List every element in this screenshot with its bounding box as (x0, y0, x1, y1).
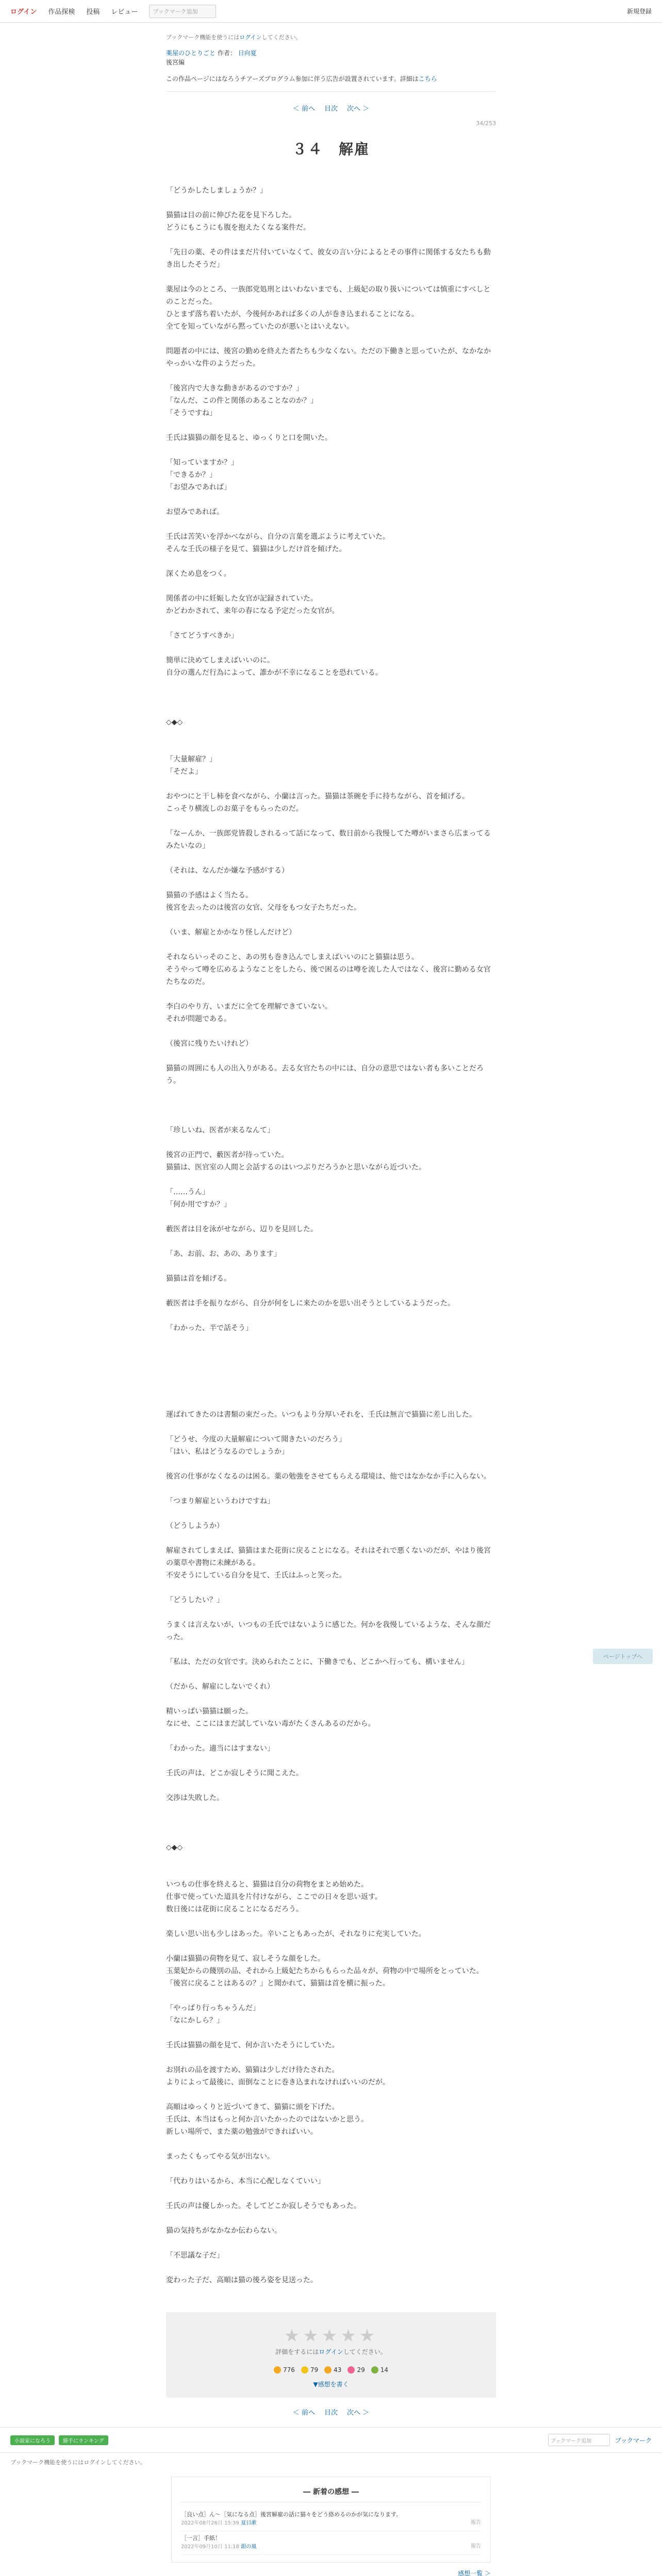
novel-paragraph: いつもの仕事を終えると、猫猫は自分の荷物をまとめ始めた。 (166, 1880, 368, 1889)
novel-meta (166, 48, 496, 67)
novel-paragraph (166, 1643, 496, 1656)
novel-paragraph: 「わかった。適当にはすまない」 (166, 1744, 274, 1753)
novel-paragraph (166, 877, 496, 889)
novel-paragraph: 「……うん」 (166, 1188, 209, 1196)
novel-paragraph (166, 2138, 496, 2150)
novel-paragraph: 「なんだ、この件と関係のあることなのか？」 (166, 397, 318, 405)
novel-paragraph (166, 1693, 496, 1705)
novel-paragraph: 後宮を去ったのは後宮の女官、父母をもつ女子たちだった。 (166, 904, 361, 912)
review-date: 2022年09月10日 11:18 (181, 2544, 239, 2550)
novel-paragraph (166, 1458, 496, 1470)
novel-paragraph (166, 1347, 496, 1359)
novel-paragraph (166, 1866, 496, 1878)
review-date: 2022年08月26日 15:39 (181, 2520, 239, 2526)
evaluation-note-suffix: してください。 (343, 2348, 387, 2355)
novel-paragraph (166, 1112, 496, 1124)
novel-paragraph: （後宮に残りたいけれど） (166, 1040, 253, 1048)
novel-paragraph (166, 1384, 496, 1396)
novel-paragraph: 壬氏の声は、どこか寂しそうに聞こえた。 (166, 1769, 303, 1777)
star-icon: ★ (359, 2326, 378, 2346)
novel-paragraph: 猫の気持ちがなかなか伝わらない。 (166, 2227, 282, 2235)
novel-paragraph: 藪医者は手を振りながら、自分が何をしに来たのかを思い出そうとしているようだった。 (166, 1299, 455, 1308)
review-user[interactable]: 夏目漱 (241, 2520, 257, 2526)
novel-paragraph (166, 1780, 496, 1792)
novel-paragraph (166, 1359, 496, 1371)
novel-paragraph (166, 1235, 496, 1248)
novel-paragraph: 「私は、ただの女官です。決められたことに、下働きでも、どこかへ行っても、構いません」 (166, 1658, 469, 1666)
reaction-precious[interactable] (347, 2366, 365, 2374)
evaluation-login-link[interactable]: ログイン (319, 2348, 343, 2355)
novel-paragraph (166, 1817, 496, 1829)
novel-paragraph (166, 1507, 496, 1520)
novel-paragraph (166, 1371, 496, 1384)
novel-paragraph: 深くため息をつく。 (166, 570, 231, 578)
novel-paragraph: 後宮の正門で、藪医者が待っていた。 (166, 1151, 289, 1159)
star-icon: ★ (284, 2326, 303, 2346)
novel-paragraph (166, 1174, 496, 1186)
novel-paragraph: 薬屋は今のところ、一族郎党処刑とはいわないまでも、上級妃の取り扱いについては慎重にすべしとのことだった。 (166, 285, 491, 306)
nav-review[interactable]: レビュー (111, 8, 138, 16)
novel-paragraph (166, 939, 496, 951)
smile-icon (301, 2366, 308, 2374)
toc-link[interactable]: 目次 (324, 105, 338, 113)
novel-paragraph: 問題者の中には、後宮の勤めを終えた者たちも少なくない。ただの下働きと思っていたが、なかなかやっかいな件のようだった。 (166, 347, 491, 368)
author-link[interactable]: 日向夏 (238, 49, 257, 57)
novel-paragraph (166, 1025, 496, 1038)
novel-paragraph (166, 518, 496, 531)
novel-paragraph: 自分の選んだ行為によって、誰かが不幸になることを恐れている。 (166, 669, 383, 677)
author-label: 作者： (217, 49, 236, 57)
evaluation-box (166, 2312, 496, 2398)
reaction-list (166, 2366, 496, 2374)
footer-tags (10, 2435, 108, 2445)
novel-paragraph: ひとまず落ち着いたが、今後何かあれば多くの人が巻き込まれることになる。 (166, 310, 419, 318)
page-top-button[interactable]: ページトップへ (593, 1649, 653, 1664)
novel-paragraph (166, 2052, 496, 2064)
bookmark-add-field[interactable]: ブックマーク追加 (149, 5, 216, 18)
novel-paragraph: 「知っていますか？」 (166, 459, 238, 467)
novel-paragraph (166, 642, 496, 654)
novel-paragraph (166, 555, 496, 568)
ad-notice-text: この作品ページにはなろうチアーズプログラム参加に伴う広告が設置されています。詳細は (166, 75, 419, 82)
novel-paragraph (166, 1050, 496, 1062)
novel-paragraph (166, 1260, 496, 1273)
novel-paragraph (166, 494, 496, 506)
novel-paragraph: 「つまり解雇というわけですね」 (166, 1497, 274, 1505)
review-user[interactable]: 銀の風 (241, 2544, 257, 2550)
novel-paragraph: うまくは言えないが、いつもの壬氏ではないように感じた。何かを我慢しているような、そんな顔だった。 (166, 1621, 491, 1641)
novel-paragraph: 数日後には花街に戻ることになるだろう。 (166, 1905, 303, 1913)
novel-paragraph (166, 444, 496, 456)
novel-paragraph (166, 2237, 496, 2249)
novel-paragraph (166, 1483, 496, 1495)
register-link[interactable]: 新規登録 (626, 8, 652, 15)
novel-paragraph: 後宮の仕事がなくなるのは困る。薬の勉強をさせてもらえる環境は、他ではなかなか手に入らない。 (166, 1472, 491, 1481)
bookmark-button[interactable]: ブックマーク (615, 2436, 652, 2444)
footer-bookmark (548, 2434, 652, 2446)
next-link[interactable]: 次へ ＞ (347, 105, 370, 113)
novel-paragraph: 「お望みであれば」 (166, 483, 231, 492)
reaction-count: 14 (380, 2366, 389, 2374)
novel-paragraph: 全てを知っていながら黙っていたのが悪いとはいえない。 (166, 323, 354, 331)
novel-paragraph (166, 2089, 496, 2101)
novel-paragraph: 「代わりはいるから、本当に心配しなくていい」 (166, 2177, 325, 2185)
reaction-thanks[interactable] (371, 2366, 388, 2374)
review-text: ［一言］手紙！ (181, 2535, 221, 2541)
novel-paragraph (166, 741, 496, 753)
novel-paragraph: 猫猫は目の前に伸びた花を見下ろした。 (166, 211, 296, 219)
novel-paragraph: 精いっぱい猫猫は願った。 (166, 1707, 253, 1716)
novel-paragraph: 簡単に決めてしまえばいいのに。 (166, 656, 274, 665)
recent-reviews (171, 2477, 491, 2563)
novel-paragraph (166, 679, 496, 691)
novel-paragraph (166, 1606, 496, 1619)
novel-paragraph: お望みであれば。 (166, 508, 224, 516)
nav-post[interactable]: 投稿 (86, 8, 100, 16)
reaction-like[interactable] (274, 2366, 295, 2374)
novel-paragraph (166, 271, 496, 283)
reaction-cute[interactable] (301, 2366, 318, 2374)
novel-paragraph: 壬氏は苦笑いを浮かべながら、自分の言葉を選ぶように考えていた。 (166, 533, 390, 541)
novel-paragraph: 猫猫の予感はよく当たる。 (166, 891, 253, 900)
novel-paragraph: （だから、解雇にしないでくれ） (166, 1683, 274, 1691)
novel-paragraph: 「できるか？」 (166, 471, 217, 479)
novel-paragraph: よりによって最後に、面倒なことに巻き込まれなければいいのだが。 (166, 2078, 390, 2087)
novel-paragraph: そうやって噂を広めるようなことをしたら、後で困るのは噂を流した人ではなく、後宮に勤める女官たちなのだ。 (166, 965, 491, 986)
novel-paragraph (166, 778, 496, 790)
novel-paragraph (166, 815, 496, 827)
novel-paragraph: 「そうですね」 (166, 409, 217, 417)
review-report[interactable]: 報告 (471, 2544, 481, 2549)
novel-paragraph (166, 704, 496, 716)
prev-link[interactable]: ＜ 前へ (292, 105, 315, 113)
novel-paragraph (166, 2188, 496, 2200)
novel-paragraph: 「不思議な子だ」 (166, 2251, 224, 2260)
novel-paragraph (166, 1211, 496, 1223)
evaluation-note-text: 評価をするには (275, 2348, 319, 2355)
novel-paragraph (166, 1755, 496, 1767)
next-link-bottom[interactable]: 次へ ＞ (347, 2409, 370, 2417)
novel-paragraph: （それは、なんだか嫌な予感がする） (166, 867, 289, 875)
novel-paragraph (166, 1334, 496, 1347)
novel-paragraph: 交渉は失敗した。 (166, 1794, 224, 1802)
ranking-tag[interactable]: 小説家になろう (10, 2435, 55, 2445)
bottom-pager (166, 2407, 496, 2417)
novel-paragraph: 壬氏は猫猫の顔を見て、何か言いたそうにしていた。 (166, 2041, 339, 2049)
novel-paragraph: まったくもってやる気が出ない。 (166, 2153, 274, 2161)
star-icon: ★ (321, 2326, 341, 2346)
nav-explore[interactable]: 作品探検 (48, 8, 75, 16)
novel-paragraph (166, 1582, 496, 1594)
novel-paragraph: 「後宮に戻ることはあるの？」と聞かれて、猫猫は首を横に振った。 (166, 1979, 390, 1988)
novel-paragraph: 猫猫は首を傾げる。 (166, 1275, 231, 1283)
novel-paragraph: 仕事で使っていた道具を片付けながら、ここでの日々を思い返す。 (166, 1893, 382, 1901)
novel-paragraph: 「先日の薬、その件はまだ片付いていなくて、彼女の言い分によるとその事件に関係する女たちも動き出したそうだ」 (166, 248, 491, 269)
novel-paragraph: 「どうしたい？」 (166, 1596, 224, 1604)
novel-paragraph: それならいっそのこと、あの男も巻き込んでしまえばいいのにと猫猫は思う。 (166, 953, 419, 961)
novel-paragraph: 壬氏の声は優しかった。そしてどこか寂しそうでもあった。 (166, 2202, 361, 2210)
novel-paragraph: 「やっぱり行っちゃうんだ」 (166, 2004, 260, 2012)
series-title-link[interactable]: 薬屋のひとりごと (166, 49, 216, 57)
review-item (181, 2531, 481, 2555)
novel-paragraph (166, 728, 496, 741)
novel-paragraph: 関係者の中に妊娠した女官が記録されていた。 (166, 595, 318, 603)
reaction-amazing[interactable] (324, 2366, 341, 2374)
novel-paragraph: かどわかされて、来年の春になる予定だった女官が。 (166, 607, 339, 615)
novel-paragraph (166, 1854, 496, 1866)
novel-paragraph (166, 1730, 496, 1742)
novel-paragraph: 楽しい思い出も少しはあった。辛いこともあったが、それなりに充実していた。 (166, 1930, 426, 1938)
novel-paragraph: 「後宮内で大きな動きがあるのですか？」 (166, 384, 303, 393)
novel-paragraph (166, 1137, 496, 1149)
novel-paragraph: 「あ、お前、お、あの、あります」 (166, 1250, 281, 1258)
bookmark-note-text: ブックマーク機能を使うには (166, 34, 240, 41)
ad-notice (166, 74, 496, 92)
novel-paragraph: なにせ、ここにはまだ試していない毒がたくさんあるのだから。 (166, 1720, 375, 1728)
top-pager (166, 103, 496, 113)
chapter-group: 後宮編 (166, 59, 185, 66)
novel-paragraph: ◇◆◇ (166, 1843, 183, 1852)
bookmark-note-suffix: してください。 (261, 34, 302, 41)
bookmark-note (166, 33, 496, 41)
review-text: ［良い点］ん～［気になる点］後宮解雇の話に猫々をどう絡めるのかが気になります。 (181, 2511, 402, 2518)
bookmark-add-field-bottom[interactable]: ブックマーク追加 (548, 2434, 610, 2446)
evaluation-note (166, 2347, 496, 2356)
novel-paragraph: 「どうかしたしましょうか？」 (166, 187, 267, 195)
novel-paragraph (166, 1396, 496, 1409)
novel-paragraph (166, 914, 496, 926)
novel-paragraph: 「さてどうすべきか」 (166, 632, 238, 640)
novel-paragraph: 玉葉妃からの餞別の品、それから上級妃たちからもらった品々が、荷物の中で場所をとっていた。 (166, 1967, 484, 1975)
novel-paragraph (166, 370, 496, 382)
novel-paragraph (166, 1668, 496, 1681)
novel-paragraph: 「なにかしら？」 (166, 2016, 224, 2025)
novel-paragraph (166, 1990, 496, 2002)
novel-paragraph (166, 1099, 496, 1112)
toc-link-bottom[interactable]: 目次 (324, 2409, 338, 2417)
novel-paragraph: ◇◆◇ (166, 718, 183, 726)
novel-paragraph: 猫猫の周囲にも人の出入りがある。去る女官たちの中には、自分の意思ではない者も多いことだろう。 (166, 1064, 484, 1085)
review-report[interactable]: 報告 (471, 2520, 481, 2526)
novel-paragraph: 高順はゆっくりと近づいてきて、猫猫に頭を下げた。 (166, 2103, 339, 2111)
novel-paragraph (166, 419, 496, 432)
star-icon: ★ (340, 2326, 359, 2346)
reaction-count: 29 (357, 2366, 365, 2374)
reviews-more-link[interactable]: 感想一覧 ＞ (458, 2570, 491, 2576)
novel-paragraph: 壬氏は、本当はもっと何か言いたかったのではないかと思う。 (166, 2115, 368, 2124)
novel-paragraph: （どうしようか） (166, 1522, 224, 1530)
novel-paragraph (166, 691, 496, 704)
write-impression-link[interactable]: ▼感想を書く (313, 2381, 349, 2388)
novel-body (166, 184, 496, 2286)
reaction-count: 79 (310, 2366, 319, 2374)
star-icon (324, 2366, 332, 2374)
novel-paragraph (166, 1916, 496, 1928)
chapter-title: ３４ 解雇 (292, 141, 370, 158)
novel-paragraph (166, 2262, 496, 2274)
novel-paragraph (166, 988, 496, 1001)
heart-icon (347, 2366, 355, 2374)
novel-paragraph: 藪医者は目を泳がせながら、辺りを見回した。 (166, 1225, 318, 1233)
top-navigation (0, 0, 662, 23)
novel-paragraph: それが問題である。 (166, 1015, 231, 1023)
novel-paragraph (166, 580, 496, 592)
novel-paragraph (166, 2027, 496, 2039)
novel-paragraph: こっそり横流しのお菓子をもらったのだ。 (166, 805, 303, 813)
footer-bar (0, 2427, 662, 2453)
novel-paragraph (166, 617, 496, 630)
novel-paragraph: 小蘭は猫猫の荷物を見て、寂しそうな顔をした。 (166, 1955, 325, 1963)
novel-paragraph (166, 333, 496, 345)
novel-paragraph: 「はい、私はどうなるのでしょうか」 (166, 1448, 289, 1456)
nav-links (10, 5, 627, 18)
novel-paragraph: 「何か用ですか？」 (166, 1200, 231, 1209)
reaction-count: 776 (283, 2366, 295, 2374)
novel-paragraph: どうにもこうにも腹を抱えたくなる案件だ。 (166, 224, 310, 232)
bookmark-login-link[interactable]: ログイン (239, 34, 262, 41)
thumb-icon (274, 2366, 281, 2374)
novel-paragraph: 「大量解雇？」 (166, 755, 217, 764)
novel-paragraph: 「なーんか、一族郎党皆殺しされるって話になって、数日前から我慢してた噂がいまさら広まってるみたいなの」 (166, 829, 491, 850)
main-content (166, 33, 496, 2417)
prev-link-bottom[interactable]: ＜ 前へ (292, 2409, 315, 2417)
novel-paragraph (166, 1087, 496, 1099)
novel-paragraph: 壬氏は猫猫の顔を見ると、ゆっくりと口を開いた。 (166, 434, 332, 442)
login-link[interactable]: ログイン (10, 8, 37, 16)
novel-paragraph (166, 2163, 496, 2175)
novel-paragraph (166, 1421, 496, 1433)
novel-paragraph: 変わった子だ、高順は猫の後ろ姿を見送った。 (166, 2276, 318, 2284)
novel-paragraph (166, 1310, 496, 1322)
novel-paragraph: 李白のやり方、いまだに全てを理解できていない。 (166, 1003, 332, 1011)
novel-paragraph (166, 1829, 496, 1841)
novel-paragraph: 「わかった、半で話そう」 (166, 1324, 253, 1332)
rating-stars (166, 2326, 496, 2346)
novel-paragraph: 「どうせ、今度の大量解雇について聞きたいのだろう」 (166, 1435, 346, 1444)
reviews-title: ― 新着の感想 ― (181, 2486, 481, 2502)
review-item (181, 2507, 481, 2531)
novel-paragraph: 「珍しいね、医者が来るなんて」 (166, 1126, 274, 1134)
reaction-count: 43 (334, 2366, 342, 2374)
footer-note: ブックマーク機能を使うにはログインしてください。 (10, 2459, 146, 2466)
ad-notice-link[interactable]: こちら (418, 75, 437, 82)
ranking-tag[interactable]: 勝手にランキング (59, 2435, 108, 2445)
star-icon: ★ (303, 2326, 322, 2346)
episode-counter: 34/253 (476, 120, 496, 127)
novel-paragraph: お別れの品を渡すため、猫猫は少しだけ待たされた。 (166, 2066, 339, 2074)
novel-paragraph (166, 1532, 496, 1545)
novel-paragraph (166, 1804, 496, 1817)
novel-paragraph: そんな壬氏の様子を見て、猫猫は少しだけ首を傾げた。 (166, 545, 346, 553)
novel-paragraph (166, 234, 496, 246)
novel-paragraph: 運ばれてきたのは書類の束だった。いつもより分厚いそれを、壬氏は無言で猫猫に差し出した。 (166, 1411, 476, 1419)
bow-icon (371, 2366, 378, 2374)
novel-paragraph (166, 1940, 496, 1953)
novel-paragraph: おやつにと干し柿を食べながら、小蘭は言った。猫猫は茶碗を手に持ちながら、首を傾げる。 (166, 792, 469, 801)
novel-paragraph (166, 852, 496, 865)
novel-paragraph (166, 2212, 496, 2225)
novel-paragraph (166, 197, 496, 209)
novel-paragraph (166, 1285, 496, 1297)
novel-paragraph: 不安そうにしている自分を見て、壬氏はふっと笑った。 (166, 1571, 346, 1580)
novel-paragraph: 「そだよ」 (166, 768, 202, 776)
novel-paragraph: （いま、解雇とかかなり怪しんだけど） (166, 928, 296, 937)
novel-paragraph: 猫猫は、医官室の人間と会話するのはいつぶりだろうかと思いながら近づいた。 (166, 1163, 426, 1172)
novel-paragraph: 解雇されてしまえば、猫猫はまた花街に戻ることになる。それはそれで悪くないのだが、やはり後宮の薬草や書物に未練がある。 (166, 1547, 491, 1567)
novel-paragraph: 新しい場所で、また薬の勉強ができればいい。 (166, 2128, 318, 2136)
